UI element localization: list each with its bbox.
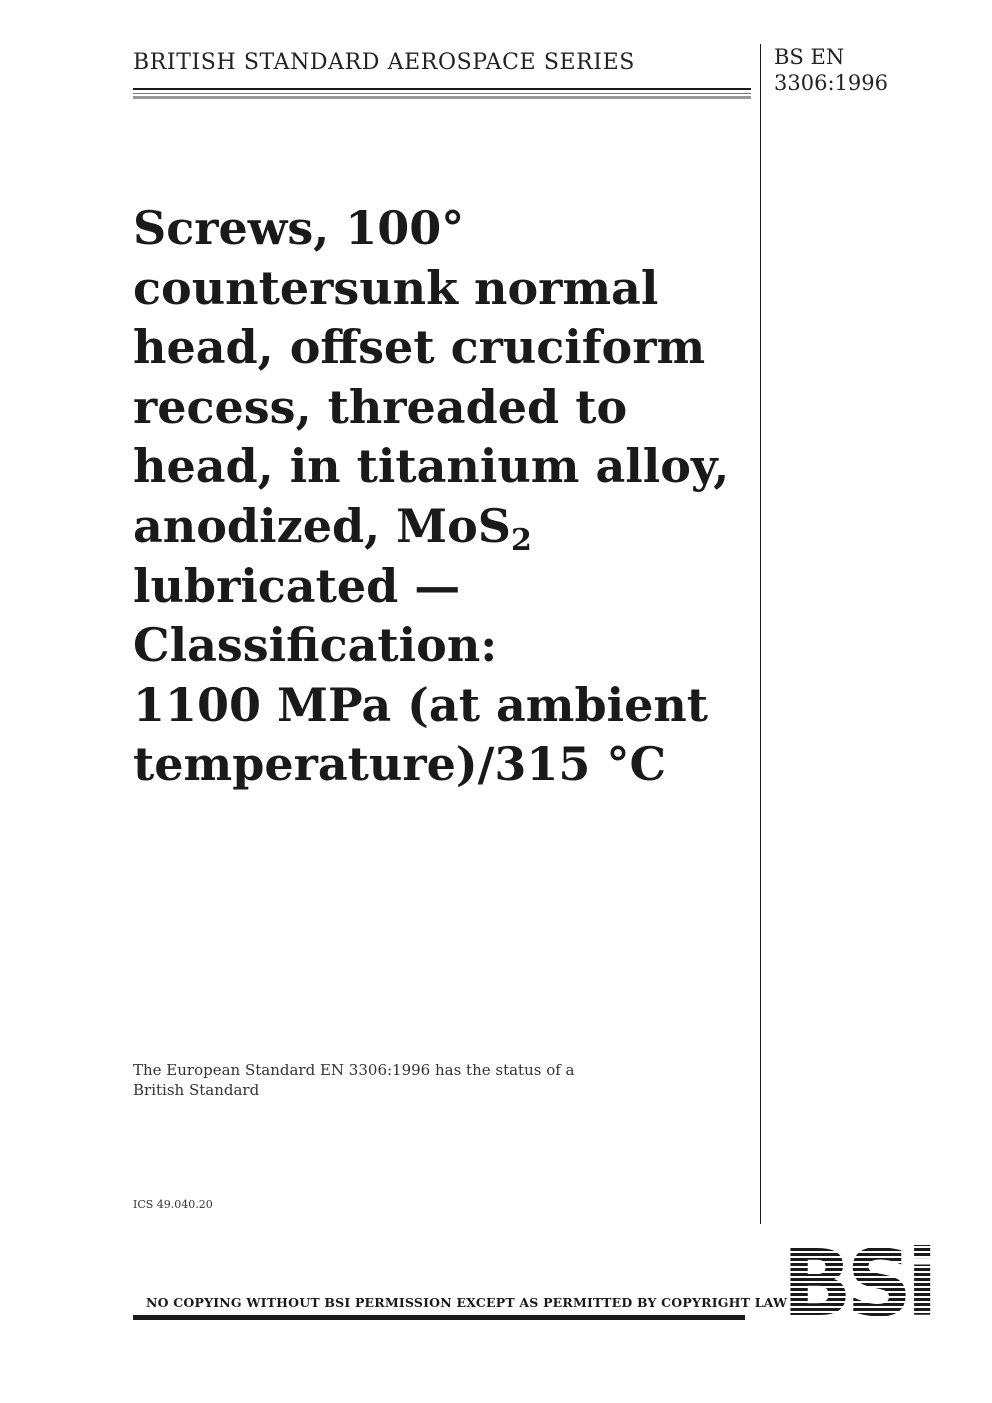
title-line: 1100 MPa (at ambient	[133, 677, 709, 732]
title-line: Screws, 100°	[133, 201, 465, 255]
bsi-logo-icon	[768, 1243, 946, 1321]
title-formula-text: anodized, MoS	[133, 498, 511, 553]
title-line: recess, threaded to	[133, 379, 628, 434]
standard-number-prefix: BS EN	[774, 45, 845, 69]
title-line: temperature)/315 °C	[133, 737, 667, 792]
vertical-divider	[760, 44, 761, 1224]
header-rule-grey	[133, 96, 751, 99]
status-statement	[133, 1060, 603, 1100]
footer-rule	[133, 1315, 745, 1320]
logo-text: BSi	[782, 1243, 932, 1321]
standard-number-code: 3306:1996	[774, 71, 888, 95]
header-rule-thick	[133, 88, 751, 90]
title-line: head, offset cruciform	[133, 320, 706, 375]
copyright-notice: NO COPYING WITHOUT BSI PERMISSION EXCEPT AS PERMITTED BY COPYRIGHT LAW	[146, 1295, 788, 1310]
status-line: The European Standard EN 3306:1996 has the status of a	[133, 1061, 575, 1079]
series-title: BRITISH STANDARD AEROSPACE SERIES	[133, 50, 635, 75]
title-line: countersunk normal	[133, 260, 659, 315]
title-line-formula	[133, 497, 753, 557]
title-line: Classification:	[133, 618, 498, 673]
ics-code: ICS 49.040.20	[133, 1198, 213, 1211]
status-line: British Standard	[133, 1081, 260, 1099]
standard-number	[774, 44, 888, 96]
title-formula-subscript: 2	[510, 522, 532, 558]
title-line: lubricated —	[133, 558, 461, 613]
title-line: head, in titanium alloy,	[133, 439, 730, 494]
document-title	[133, 199, 753, 795]
header-rule-thin	[133, 93, 751, 94]
